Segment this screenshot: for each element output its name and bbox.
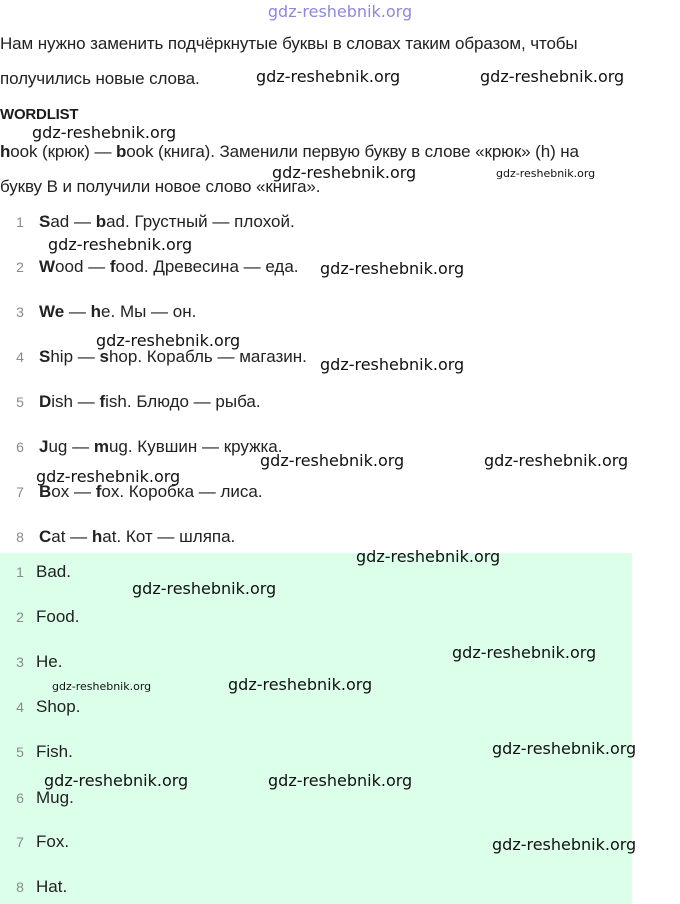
watermark: gdz-reshebnik.org bbox=[260, 451, 405, 470]
watermark: gdz-reshebnik.org bbox=[492, 835, 637, 854]
wordlist-example-line-1 bbox=[0, 142, 579, 162]
watermark: gdz-reshebnik.org bbox=[492, 739, 637, 758]
watermark: gdz-reshebnik.org bbox=[52, 680, 152, 693]
watermark: gdz-reshebnik.org bbox=[320, 259, 465, 278]
item-number: 4 bbox=[16, 349, 24, 365]
watermark: gdz-reshebnik.org bbox=[496, 167, 596, 180]
watermark: gdz-reshebnik.org bbox=[44, 771, 189, 790]
watermark: gdz-reshebnik.org bbox=[32, 123, 177, 142]
header-watermark: gdz-reshebnik.org bbox=[267, 2, 413, 21]
item-number: 8 bbox=[16, 529, 24, 545]
item-text: Jug — mug. Кувшин — кружка. bbox=[39, 437, 283, 456]
watermark: gdz-reshebnik.org bbox=[228, 675, 373, 694]
answer-number: 7 bbox=[16, 834, 24, 850]
item-number: 7 bbox=[16, 484, 24, 500]
answer-text: Mug. bbox=[36, 788, 74, 807]
wordlist-new-letter: b bbox=[115, 142, 127, 161]
answer-number: 5 bbox=[16, 744, 24, 760]
item-number: 1 bbox=[16, 214, 24, 230]
watermark: gdz-reshebnik.org bbox=[484, 451, 629, 470]
watermark: gdz-reshebnik.org bbox=[132, 579, 277, 598]
wordlist-text-b: ook (книга). Заменили первую букву в слове «крюк» (h) на bbox=[126, 142, 579, 161]
item-text: We — he. Мы — он. bbox=[39, 302, 197, 321]
answer-text: Shop. bbox=[36, 697, 81, 716]
item-text: Cat — hat. Кот — шляпа. bbox=[39, 527, 236, 546]
watermark: gdz-reshebnik.org bbox=[452, 643, 597, 662]
item-number: 6 bbox=[16, 439, 24, 455]
answer-text: Fish. bbox=[36, 742, 73, 761]
answer-number: 3 bbox=[16, 654, 24, 670]
watermark: gdz-reshebnik.org bbox=[272, 163, 417, 182]
wordlist-heading: WORDLIST bbox=[0, 106, 79, 123]
answer-number: 4 bbox=[16, 699, 24, 715]
answer-text: He. bbox=[36, 652, 63, 671]
wordlist-old-letter: h bbox=[0, 142, 11, 161]
answer-text: Hat. bbox=[36, 877, 68, 896]
item-number: 2 bbox=[16, 259, 24, 275]
intro-line-1: Нам нужно заменить подчёркнутые буквы в словах таким образом, чтобы bbox=[0, 34, 578, 53]
item-number: 3 bbox=[16, 304, 24, 320]
intro-line-2: получились новые слова. bbox=[0, 69, 200, 88]
answer-text: Food. bbox=[36, 607, 80, 626]
item-number: 5 bbox=[16, 394, 24, 410]
watermark: gdz-reshebnik.org bbox=[36, 467, 181, 486]
answer-text: Fox. bbox=[36, 832, 70, 851]
watermark: gdz-reshebnik.org bbox=[268, 771, 413, 790]
watermark: gdz-reshebnik.org bbox=[96, 331, 241, 350]
answer-number: 1 bbox=[16, 564, 24, 580]
watermark: gdz-reshebnik.org bbox=[320, 355, 465, 374]
answer-text: Bad. bbox=[36, 562, 71, 581]
item-text: Ship — shop. Корабль — магазин. bbox=[39, 347, 307, 366]
watermark: gdz-reshebnik.org bbox=[48, 235, 193, 254]
answer-number: 6 bbox=[16, 790, 24, 806]
wordlist-example-line-2: букву B и получили новое слово «книга». bbox=[0, 177, 321, 196]
watermark: gdz-reshebnik.org bbox=[256, 67, 401, 86]
item-text: Sad — bad. Грустный — плохой. bbox=[39, 212, 295, 231]
answer-number: 8 bbox=[16, 879, 24, 895]
item-text: Dish — fish. Блюдо — рыба. bbox=[39, 392, 261, 411]
watermark: gdz-reshebnik.org bbox=[480, 67, 625, 86]
wordlist-text-a: ook (крюк) — bbox=[10, 142, 116, 161]
item-text: Wood — food. Древесина — еда. bbox=[39, 257, 299, 276]
item-text: Box — fox. Коробка — лиса. bbox=[39, 482, 263, 501]
watermark: gdz-reshebnik.org bbox=[356, 547, 501, 566]
answer-number: 2 bbox=[16, 609, 24, 625]
